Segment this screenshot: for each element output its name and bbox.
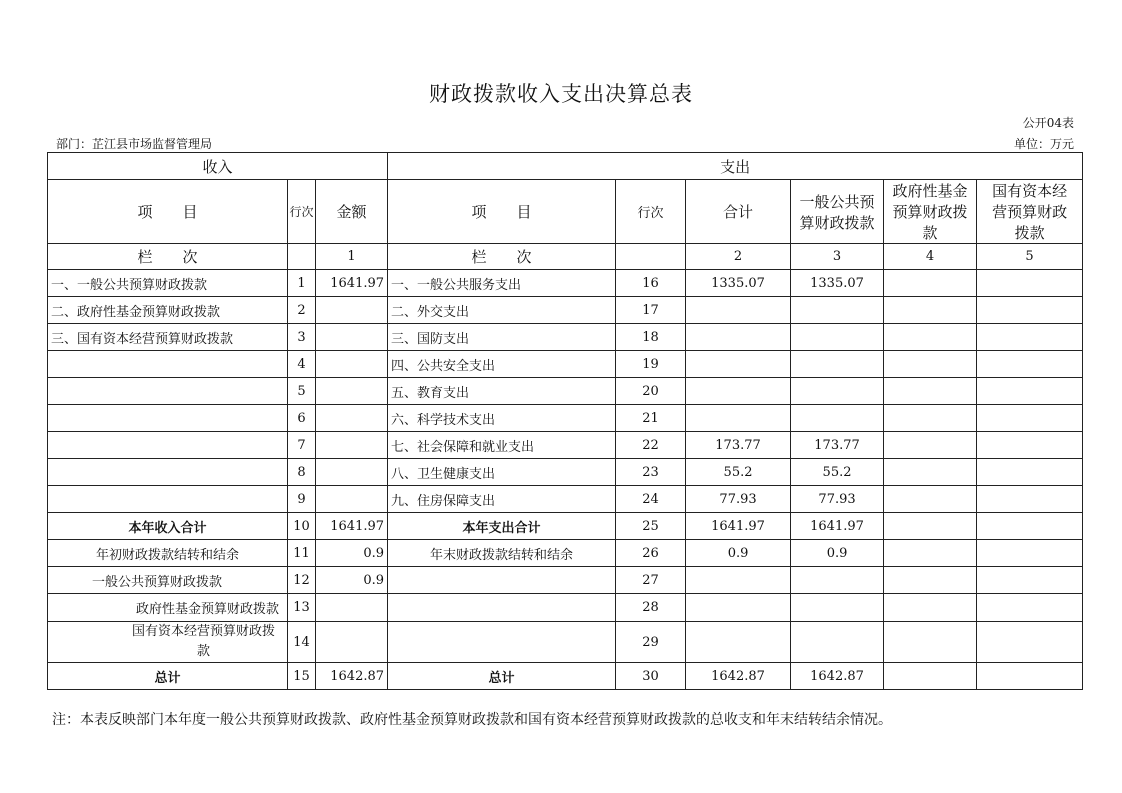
total-cell: 77.93 — [686, 486, 791, 513]
income-item-cell — [48, 486, 288, 513]
gov-fund-cell — [884, 513, 977, 540]
expense-row-no-cell: 29 — [616, 622, 686, 663]
amount-cell — [316, 297, 388, 324]
amount-cell — [316, 459, 388, 486]
expense-row-no-cell: 26 — [616, 540, 686, 567]
state-capital-cell — [977, 378, 1083, 405]
table-row — [48, 378, 1083, 405]
table-row — [48, 297, 1083, 324]
total-cell: 1641.97 — [686, 513, 791, 540]
gov-fund-cell — [884, 378, 977, 405]
col-number-2: 2 — [686, 244, 791, 270]
income-row-no-cell: 1 — [288, 270, 316, 297]
expense-item-cell: 总计 — [388, 663, 616, 690]
general-budget-cell: 1642.87 — [791, 663, 884, 690]
gov-fund-header: 政府性基金预算财政拨款 — [884, 180, 977, 244]
gov-fund-cell — [884, 567, 977, 594]
table-row — [48, 270, 1083, 297]
expense-row-no-cell: 16 — [616, 270, 686, 297]
expense-row-no-cell: 22 — [616, 432, 686, 459]
income-item-cell: 总计 — [48, 663, 288, 690]
expense-item-cell: 九、住房保障支出 — [388, 486, 616, 513]
table-row — [48, 405, 1083, 432]
expense-row-no-cell: 21 — [616, 405, 686, 432]
income-section-header: 收入 — [48, 153, 388, 180]
income-item-cell: 政府性基金预算财政拨款 — [48, 594, 288, 622]
state-capital-cell — [977, 432, 1083, 459]
state-capital-cell — [977, 297, 1083, 324]
table-row — [48, 567, 1083, 594]
amount-cell: 1641.97 — [316, 513, 388, 540]
col-number-4: 4 — [884, 244, 977, 270]
income-item-cell: 国有资本经营预算财政拨款 — [48, 622, 288, 663]
amount-cell: 0.9 — [316, 567, 388, 594]
gov-fund-cell — [884, 622, 977, 663]
state-capital-cell — [977, 270, 1083, 297]
income-column-label — [48, 244, 288, 270]
income-column-label-text: 栏 次 — [137, 248, 198, 266]
total-cell: 55.2 — [686, 459, 791, 486]
expense-row-no-cell: 17 — [616, 297, 686, 324]
expense-item-header — [388, 180, 616, 244]
department-label: 部门：芷江县市场监督管理局 — [56, 137, 213, 151]
table-row — [48, 459, 1083, 486]
expense-item-cell — [388, 567, 616, 594]
state-capital-cell — [977, 351, 1083, 378]
expense-row-no-cell: 24 — [616, 486, 686, 513]
table-row — [48, 486, 1083, 513]
state-capital-cell — [977, 513, 1083, 540]
budget-summary-table — [47, 152, 1083, 690]
income-item-header — [48, 180, 288, 244]
col-number-1: 1 — [316, 244, 388, 270]
income-item-cell: 一、一般公共预算财政拨款 — [48, 270, 288, 297]
expense-item-cell: 七、社会保障和就业支出 — [388, 432, 616, 459]
amount-cell — [316, 378, 388, 405]
state-capital-cell — [977, 459, 1083, 486]
income-item-cell — [48, 432, 288, 459]
income-row-no-cell: 13 — [288, 594, 316, 622]
general-budget-cell — [791, 324, 884, 351]
gov-fund-cell — [884, 351, 977, 378]
general-budget-header: 一般公共预算财政拨款 — [791, 180, 884, 244]
total-cell — [686, 594, 791, 622]
expense-item-cell: 年末财政拨款结转和结余 — [388, 540, 616, 567]
income-row-no-cell: 3 — [288, 324, 316, 351]
expense-row-no-cell: 25 — [616, 513, 686, 540]
gov-fund-cell — [884, 486, 977, 513]
income-row-no-cell: 6 — [288, 405, 316, 432]
expense-item-cell: 四、公共安全支出 — [388, 351, 616, 378]
amount-cell — [316, 486, 388, 513]
blank-cell — [616, 244, 686, 270]
income-item-cell — [48, 351, 288, 378]
state-capital-cell — [977, 405, 1083, 432]
amount-cell — [316, 351, 388, 378]
unit-label: 单位：万元 — [1013, 137, 1074, 151]
amount-header: 金额 — [316, 180, 388, 244]
expense-item-cell: 六、科学技术支出 — [388, 405, 616, 432]
state-capital-cell — [977, 663, 1083, 690]
expense-row-no-cell: 19 — [616, 351, 686, 378]
income-row-no-cell: 5 — [288, 378, 316, 405]
income-item-cell: 二、政府性基金预算财政拨款 — [48, 297, 288, 324]
total-cell — [686, 567, 791, 594]
total-cell: 1642.87 — [686, 663, 791, 690]
expense-row-no-cell: 18 — [616, 324, 686, 351]
report-title: 财政拨款收入支出决算总表 — [429, 82, 693, 106]
total-cell: 0.9 — [686, 540, 791, 567]
total-cell: 1335.07 — [686, 270, 791, 297]
expense-row-no-cell: 28 — [616, 594, 686, 622]
general-budget-cell — [791, 351, 884, 378]
state-capital-cell — [977, 486, 1083, 513]
col-number-3: 3 — [791, 244, 884, 270]
expense-item-cell: 三、国防支出 — [388, 324, 616, 351]
expense-column-label-text: 栏 次 — [471, 248, 532, 266]
expense-item-header-text: 项 目 — [471, 203, 532, 221]
blank-cell — [288, 244, 316, 270]
table-row — [48, 594, 1083, 622]
income-row-no-cell: 8 — [288, 459, 316, 486]
column-header-row — [48, 180, 1083, 244]
gov-fund-cell — [884, 594, 977, 622]
table-row — [48, 351, 1083, 378]
income-item-cell: 本年收入合计 — [48, 513, 288, 540]
gov-fund-cell — [884, 663, 977, 690]
gov-fund-cell — [884, 324, 977, 351]
gov-fund-cell — [884, 540, 977, 567]
general-budget-cell — [791, 378, 884, 405]
income-item-cell: 三、国有资本经营预算财政拨款 — [48, 324, 288, 351]
total-cell — [686, 351, 791, 378]
amount-cell: 1641.97 — [316, 270, 388, 297]
general-budget-cell — [791, 405, 884, 432]
total-header: 合计 — [686, 180, 791, 244]
expense-row-no-cell: 23 — [616, 459, 686, 486]
gov-fund-cell — [884, 270, 977, 297]
state-capital-header: 国有资本经营预算财政拨款 — [977, 180, 1083, 244]
income-row-no-cell: 10 — [288, 513, 316, 540]
income-item-header-text: 项 目 — [137, 203, 198, 221]
footnote: 注：本表反映部门本年度一般公共预算财政拨款、政府性基金预算财政拨款和国有资本经营预算财政拨款的总收支和年末结转结余情况。 — [52, 712, 892, 728]
general-budget-cell — [791, 622, 884, 663]
state-capital-cell — [977, 594, 1083, 622]
expense-item-cell: 八、卫生健康支出 — [388, 459, 616, 486]
income-row-no-cell: 7 — [288, 432, 316, 459]
general-budget-cell: 1335.07 — [791, 270, 884, 297]
expense-row-no-header: 行次 — [616, 180, 686, 244]
expense-column-label — [388, 244, 616, 270]
state-capital-cell — [977, 622, 1083, 663]
total-cell — [686, 324, 791, 351]
state-capital-cell — [977, 567, 1083, 594]
gov-fund-cell — [884, 432, 977, 459]
expense-item-cell: 五、教育支出 — [388, 378, 616, 405]
total-cell: 173.77 — [686, 432, 791, 459]
table-row — [48, 663, 1083, 690]
income-row-no-cell: 14 — [288, 622, 316, 663]
income-item-cell — [48, 405, 288, 432]
general-budget-cell: 1641.97 — [791, 513, 884, 540]
form-number: 公开04表 — [1022, 116, 1074, 130]
col-number-5: 5 — [977, 244, 1083, 270]
general-budget-cell — [791, 594, 884, 622]
amount-cell: 1642.87 — [316, 663, 388, 690]
state-capital-cell — [977, 540, 1083, 567]
total-cell — [686, 405, 791, 432]
amount-cell — [316, 622, 388, 663]
gov-fund-cell — [884, 297, 977, 324]
amount-cell: 0.9 — [316, 540, 388, 567]
income-row-no-cell: 2 — [288, 297, 316, 324]
income-row-no-cell: 11 — [288, 540, 316, 567]
expense-row-no-cell: 27 — [616, 567, 686, 594]
expense-item-cell: 二、外交支出 — [388, 297, 616, 324]
income-row-no-cell: 4 — [288, 351, 316, 378]
table-row — [48, 540, 1083, 567]
income-item-cell: 一般公共预算财政拨款 — [48, 567, 288, 594]
expense-item-cell: 一、一般公共服务支出 — [388, 270, 616, 297]
expense-item-cell: 本年支出合计 — [388, 513, 616, 540]
gov-fund-cell — [884, 459, 977, 486]
income-item-cell — [48, 459, 288, 486]
table-body — [48, 270, 1083, 690]
expense-item-cell — [388, 622, 616, 663]
amount-cell — [316, 432, 388, 459]
state-capital-cell — [977, 324, 1083, 351]
expense-item-cell — [388, 594, 616, 622]
amount-cell — [316, 405, 388, 432]
expense-section-header: 支出 — [388, 153, 1083, 180]
general-budget-cell — [791, 567, 884, 594]
general-budget-cell: 55.2 — [791, 459, 884, 486]
expense-row-no-cell: 20 — [616, 378, 686, 405]
expense-row-no-cell: 30 — [616, 663, 686, 690]
general-budget-cell: 0.9 — [791, 540, 884, 567]
general-budget-cell: 173.77 — [791, 432, 884, 459]
table-row — [48, 432, 1083, 459]
table-row — [48, 622, 1083, 663]
column-number-row — [48, 244, 1083, 270]
income-item-cell: 年初财政拨款结转和结余 — [48, 540, 288, 567]
amount-cell — [316, 324, 388, 351]
total-cell — [686, 378, 791, 405]
section-header-row — [48, 153, 1083, 180]
total-cell — [686, 622, 791, 663]
total-cell — [686, 297, 791, 324]
table-row — [48, 324, 1083, 351]
income-row-no-cell: 9 — [288, 486, 316, 513]
income-row-no-header: 行次 — [288, 180, 316, 244]
general-budget-cell: 77.93 — [791, 486, 884, 513]
gov-fund-cell — [884, 405, 977, 432]
general-budget-cell — [791, 297, 884, 324]
income-row-no-cell: 15 — [288, 663, 316, 690]
income-row-no-cell: 12 — [288, 567, 316, 594]
income-item-cell — [48, 378, 288, 405]
table-row — [48, 513, 1083, 540]
amount-cell — [316, 594, 388, 622]
